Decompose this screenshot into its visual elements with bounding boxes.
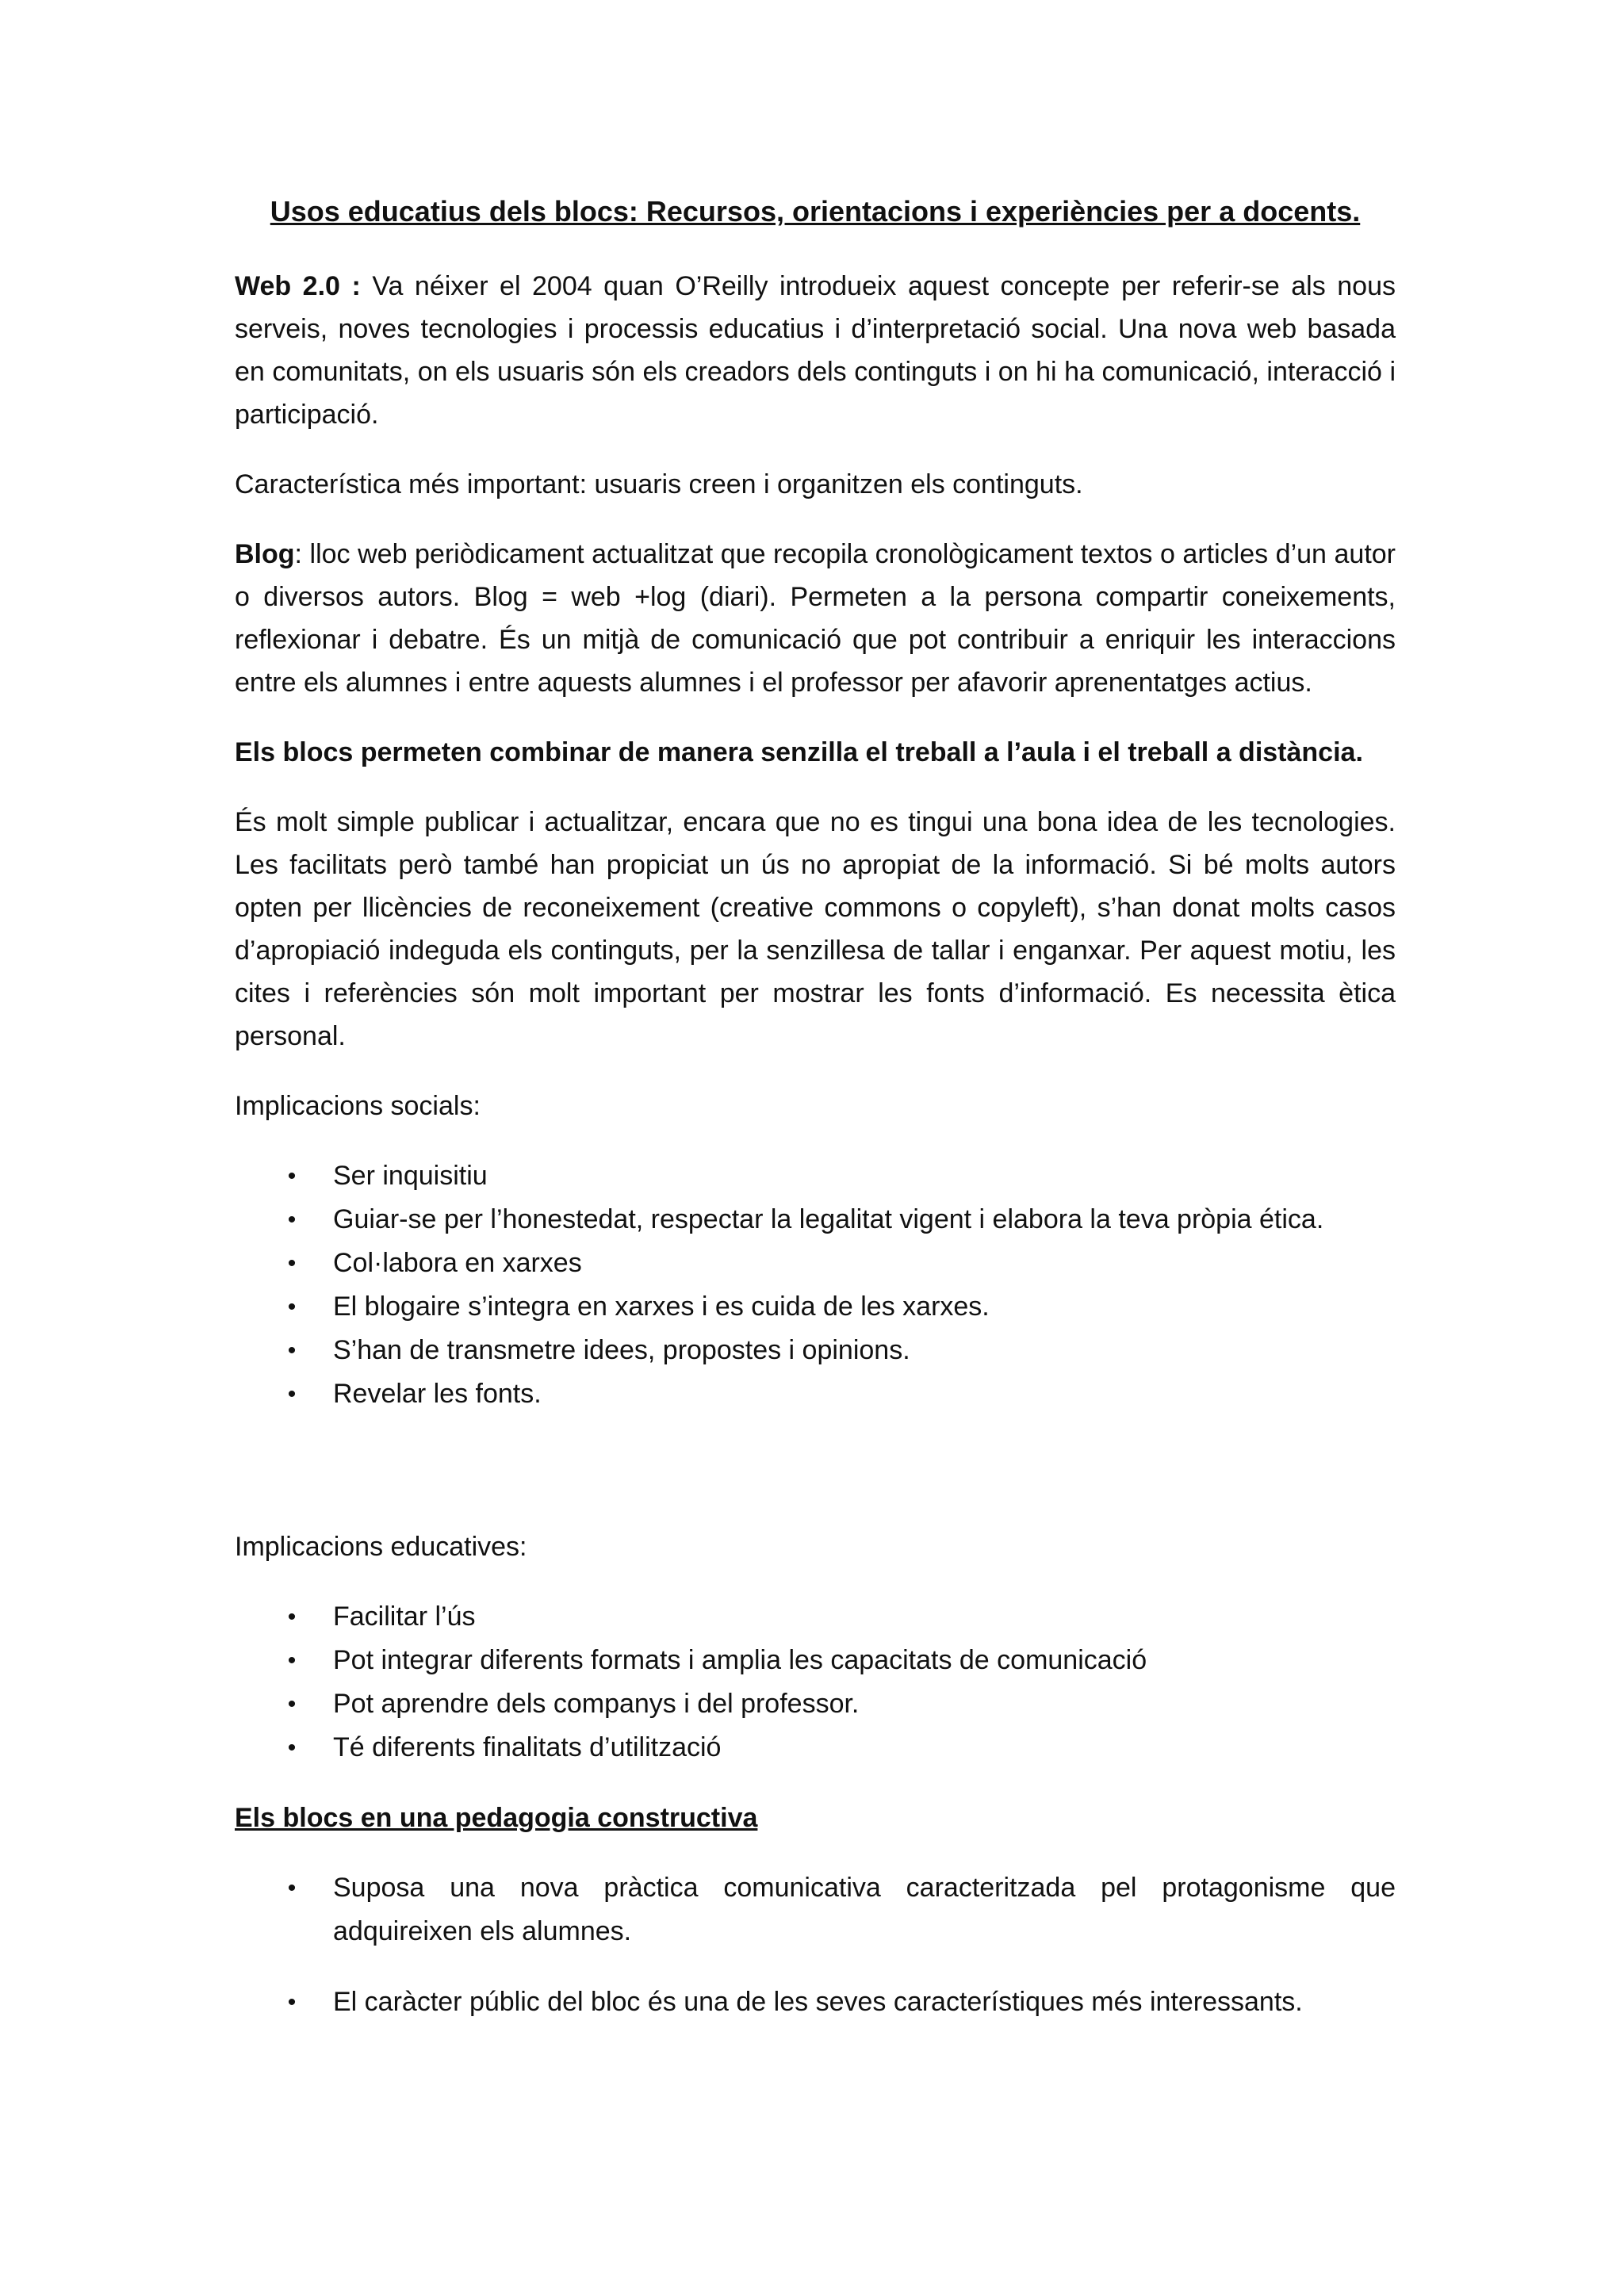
- list-item-text: Pot aprendre dels companys i del professor.: [333, 1689, 860, 1719]
- list-item: [235, 1242, 1396, 1285]
- list-item-text: Col·labora en xarxes: [333, 1248, 582, 1278]
- bullet-icon: •: [287, 1337, 297, 1364]
- bullet-icon: •: [287, 1207, 297, 1233]
- list-item: [235, 1198, 1396, 1242]
- bullet-icon: •: [287, 1294, 297, 1320]
- educational-implications-list: [235, 1595, 1396, 1770]
- list-item: [235, 1726, 1396, 1770]
- list-item: [235, 1285, 1396, 1329]
- publishing-paragraph: És molt simple publicar i actualitzar, encara que no es tingui una bona idea de les tecnologies. Les facilitats però també han propiciat un ús no apropiat de la informació. Si bé molts autors opten per llicències de reconeixement (creative commons o copyleft), s’han donat molts casos d’apropiació indeguda els continguts, per la senzillesa de tallar i enganxar. Per aquest motiu, les cites i referències són molt important per mostrar les fonts d’informació. Es necessita ètica personal.: [235, 807, 1396, 1051]
- constructive-list: [235, 1866, 1396, 2024]
- web20-label: Web 2.0 :: [235, 271, 361, 301]
- bullet-icon: •: [287, 1875, 297, 1901]
- list-item-text: Ser inquisitiu: [333, 1161, 488, 1191]
- bullet-icon: •: [287, 1691, 297, 1717]
- social-implications-list: [235, 1154, 1396, 1416]
- key-characteristic: Característica més important: usuaris creen i organitzen els continguts.: [235, 469, 1083, 499]
- list-item-text: Suposa una nova pràctica comunicativa caracteritzada pel protagonisme que adquireixen els alumnes.: [333, 1873, 1396, 1946]
- document-title: Usos educatius dels blocs: Recursos, orientacions i experiències per a docents.: [270, 195, 1361, 228]
- constructive-heading: Els blocs en una pedagogia constructiva: [235, 1803, 758, 1833]
- list-item: [235, 1595, 1396, 1639]
- bullet-icon: •: [287, 1250, 297, 1276]
- bullet-icon: •: [287, 1381, 297, 1407]
- blog-text: : lloc web periòdicament actualitzat que recopila cronològicament textos o articles d’un autor o diversos autors. Blog = web +log (diari). Permeten a la persona compartir coneixements, reflexionar i debatre. És un mitjà de comunicació que pot contribuir a enriquir les interaccions entre els alumnes i entre aquests alumnes i el professor per afavorir aprenentatges actius.: [235, 539, 1396, 698]
- bullet-icon: •: [287, 1989, 297, 2015]
- list-item-text: Guiar-se per l’honestedat, respectar la legalitat vigent i elabora la teva pròpia ética.: [333, 1204, 1324, 1234]
- bullet-icon: •: [287, 1604, 297, 1630]
- list-item-text: Facilitar l’ús: [333, 1601, 476, 1632]
- web20-paragraph: [235, 265, 1396, 436]
- bullet-icon: •: [287, 1163, 297, 1189]
- list-item: [235, 1154, 1396, 1198]
- bullet-icon: •: [287, 1735, 297, 1761]
- social-implications-label: Implicacions socials:: [235, 1091, 481, 1121]
- document-body: [235, 190, 1396, 2051]
- list-item: [235, 1372, 1396, 1416]
- blog-label: Blog: [235, 539, 295, 569]
- list-item-text: S’han de transmetre idees, propostes i opinions.: [333, 1335, 910, 1365]
- spacer: [235, 1443, 1396, 1525]
- list-item: [235, 1329, 1396, 1372]
- list-item-text: Té diferents finalitats d’utilització: [333, 1732, 722, 1762]
- list-item: [235, 1866, 1396, 1954]
- list-item: [235, 1682, 1396, 1726]
- list-item: [235, 1980, 1396, 2024]
- list-item-text: Revelar les fonts.: [333, 1379, 542, 1409]
- blog-paragraph: [235, 533, 1396, 704]
- web20-text: Va néixer el 2004 quan O’Reilly introdueix aquest concepte per referir-se als nous serveis, noves tecnologies i processis educatius i d’interpretació social. Una nova web basada en comunitats, on els usuaris són els creadors dels continguts i on hi ha comunicació, interacció i participació.: [235, 271, 1396, 430]
- bullet-icon: •: [287, 1647, 297, 1674]
- list-item-text: El blogaire s’integra en xarxes i es cuida de les xarxes.: [333, 1292, 990, 1322]
- bold-statement: Els blocs permeten combinar de manera senzilla el treball a l’aula i el treball a distància.: [235, 737, 1363, 767]
- list-item-text: Pot integrar diferents formats i amplia les capacitats de comunicació: [333, 1645, 1147, 1675]
- educational-implications-label: Implicacions educatives:: [235, 1532, 527, 1562]
- list-item: [235, 1639, 1396, 1682]
- list-item-text: El caràcter públic del bloc és una de les seves característiques més interessants.: [333, 1987, 1303, 2017]
